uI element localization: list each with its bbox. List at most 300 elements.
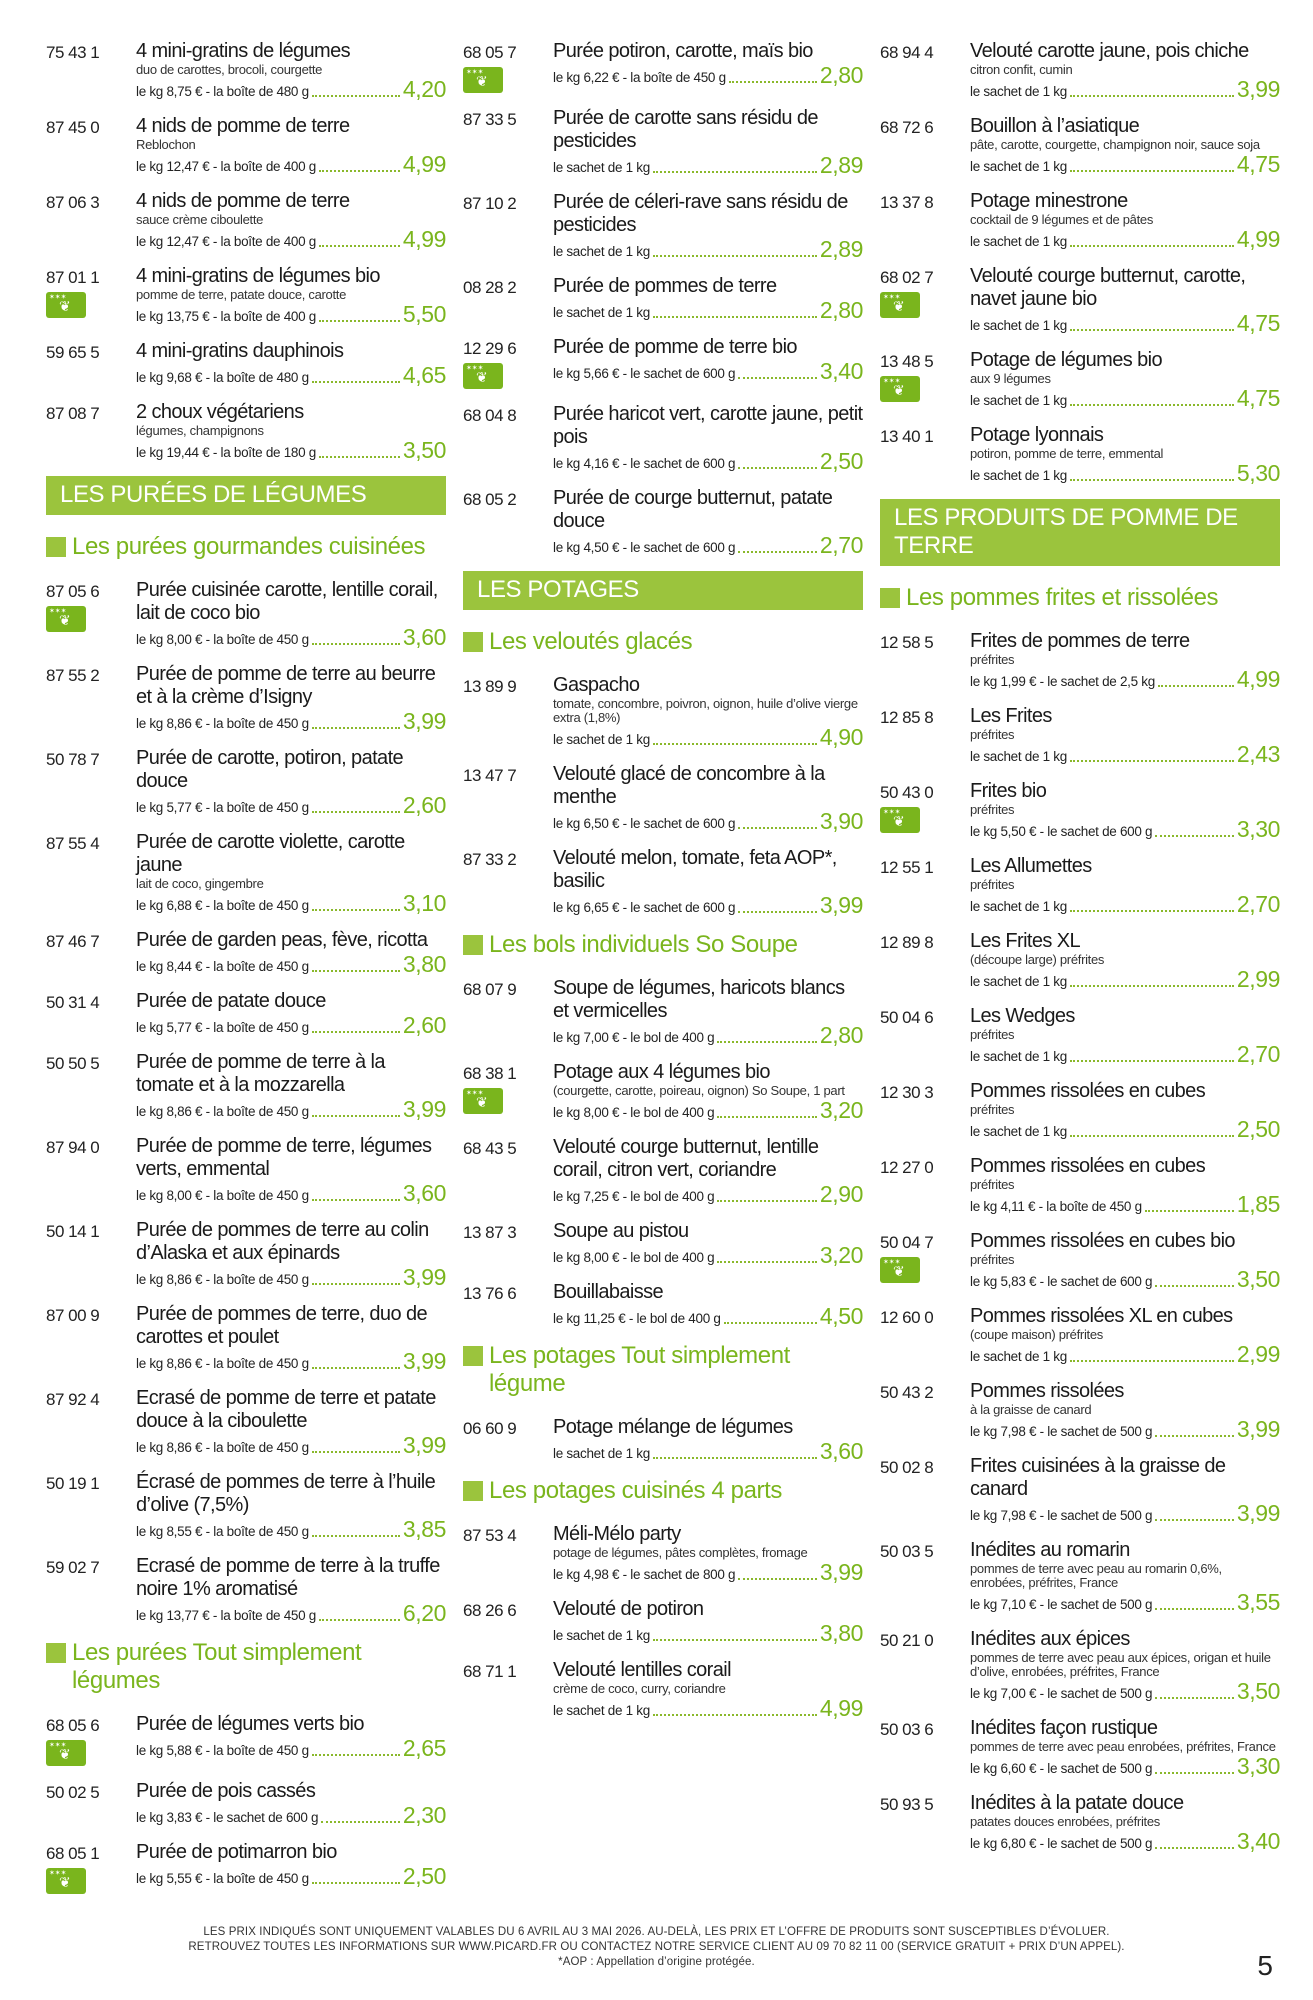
green-square-icon (46, 537, 66, 557)
product-item (463, 275, 863, 322)
unit-price: le sachet de 1 kg (970, 393, 1067, 408)
product-code-block (46, 1780, 136, 1827)
bio-label-icon (46, 1868, 86, 1894)
product-code: 68 05 6 (46, 1716, 100, 1735)
price-line (970, 152, 1280, 176)
dotted-leader (312, 1535, 400, 1537)
subsection-heading (463, 931, 863, 959)
unit-price: le kg 8,55 € - la boîte de 450 g (136, 1524, 309, 1539)
product-description: crème de coco, curry, coriandre (553, 1681, 726, 1696)
unit-price: le kg 5,55 € - la boîte de 450 g (136, 1871, 309, 1886)
product-price: 2,30 (402, 1802, 446, 1828)
product-description: pommes de terre avec peau enrobées, préfrites, France (970, 1739, 1276, 1754)
product-name: Frites bio (970, 780, 1047, 802)
product-code: 12 89 8 (880, 933, 934, 952)
product-description: potage de légumes, pâtes complètes, fromage (553, 1545, 808, 1560)
dotted-leader (1155, 1772, 1234, 1774)
product-code-block (46, 663, 136, 733)
dotted-leader (319, 320, 400, 322)
product-description: duo de carottes, brocoli, courgette (136, 62, 323, 77)
product-code: 68 26 6 (463, 1601, 517, 1620)
dotted-leader (738, 551, 817, 553)
product-description: préfrites (970, 1177, 1015, 1192)
product-code: 50 78 7 (46, 750, 100, 769)
product-name: Potage aux 4 légumes bio (553, 1061, 770, 1083)
dotted-leader (1070, 479, 1234, 481)
product-code: 12 27 0 (880, 1158, 934, 1177)
product-code: 13 76 6 (463, 1284, 517, 1303)
product-code-block (46, 40, 136, 101)
product-code-block (880, 1792, 970, 1853)
bio-label-icon (463, 67, 503, 93)
dotted-leader (717, 1116, 816, 1118)
price-line (970, 1679, 1280, 1703)
dotted-leader (1070, 170, 1234, 172)
unit-price: le sachet de 1 kg (553, 732, 650, 747)
product-description: lait de coco, gingembre (136, 876, 264, 891)
footer-contact-line: RETROUVEZ TOUTES LES INFORMATIONS SUR WWW.PICARD.FR OU CONTACTEZ NOTRE SERVICE CLIENT AU 09 70 82 11 00 (SERVICE GRATUIT + PRIX D’UN APPEL). (188, 1941, 1125, 1953)
product-code: 87 53 4 (463, 1526, 517, 1545)
dotted-leader (1070, 1060, 1234, 1062)
product-details (553, 1281, 863, 1328)
product-item (880, 1155, 1280, 1216)
price-line (553, 1098, 863, 1122)
product-name: Velouté courge butternut, lentille corail, citron vert, coriandre (553, 1136, 819, 1181)
product-item (880, 1005, 1280, 1066)
product-item (463, 1523, 863, 1584)
product-name: Velouté glacé de concombre à la menthe (553, 763, 825, 808)
product-price: 4,99 (1236, 666, 1280, 692)
unit-price: le kg 12,47 € - la boîte de 400 g (136, 234, 316, 249)
unit-price: le kg 6,50 € - le sachet de 600 g (553, 816, 736, 831)
product-code: 12 29 6 (463, 339, 517, 358)
product-price: 2,89 (819, 236, 863, 262)
product-code-block (880, 1155, 970, 1216)
unit-price: le sachet de 1 kg (970, 1049, 1067, 1064)
product-price: 2,60 (402, 792, 446, 818)
product-item (463, 847, 863, 917)
price-line (553, 1439, 863, 1463)
product-code: 12 30 3 (880, 1083, 934, 1102)
product-item (463, 107, 863, 177)
unit-price: le kg 3,83 € - le sachet de 600 g (136, 1810, 319, 1825)
product-code-block (463, 275, 553, 322)
product-price: 3,60 (402, 1180, 446, 1206)
product-name: Potage minestrone (970, 190, 1128, 212)
dotted-leader (653, 1457, 817, 1459)
product-details (136, 401, 446, 462)
product-name: Les Frites (970, 705, 1052, 727)
product-item (880, 1380, 1280, 1441)
product-code-block (46, 831, 136, 915)
product-details (136, 1841, 446, 1894)
product-price: 2,99 (1236, 966, 1280, 992)
product-item (463, 487, 863, 557)
unit-price: le kg 5,50 € - le sachet de 600 g (970, 824, 1153, 839)
product-description: (coupe maison) préfrites (970, 1327, 1103, 1342)
product-details (136, 40, 446, 101)
unit-price: le kg 5,83 € - le sachet de 600 g (970, 1274, 1153, 1289)
product-code: 50 50 5 (46, 1054, 100, 1073)
product-code: 13 37 8 (880, 193, 934, 212)
product-price: 4,75 (1236, 385, 1280, 411)
product-name: Les Frites XL (970, 930, 1081, 952)
dotted-leader (653, 1639, 817, 1641)
product-details (136, 990, 446, 1037)
dotted-leader (653, 743, 817, 745)
footer-validity-line: LES PRIX INDIQUÉS SONT UNIQUEMENT VALABLES DU 6 AVRIL AU 3 MAI 2026. AU-DELÀ, LES PRIX ET L’OFFRE DE PRODUITS SONT SUSCEPTIBLES D’ÉVOLUER. (203, 1926, 1110, 1938)
product-details (136, 1471, 446, 1541)
product-price: 3,99 (402, 1264, 446, 1290)
price-line (136, 302, 446, 326)
product-item (46, 1841, 446, 1894)
product-code: 50 21 0 (880, 1631, 934, 1650)
product-description: tomate, concombre, poivron, oignon, huile d’olive vierge extra (1,8%) (553, 696, 858, 725)
product-code-block (880, 1628, 970, 1703)
product-description: pommes de terre avec peau au romarin 0,6%, enrobées, préfrites, France (970, 1561, 1222, 1590)
product-item (463, 1220, 863, 1267)
product-details (553, 1061, 863, 1122)
dotted-leader (319, 245, 400, 247)
product-code: 68 72 6 (880, 118, 934, 137)
price-line (553, 1696, 863, 1720)
product-item (46, 929, 446, 976)
product-price: 3,99 (402, 1096, 446, 1122)
green-square-icon (463, 1346, 483, 1366)
product-code: 75 43 1 (46, 43, 100, 62)
subsection-heading-text: Les purées Tout simplement légumes (72, 1639, 362, 1694)
unit-price: le sachet de 1 kg (553, 160, 650, 175)
product-price: 3,60 (402, 624, 446, 650)
product-details (970, 265, 1280, 335)
product-code-block (463, 847, 553, 917)
dotted-leader (653, 1714, 817, 1716)
product-details (970, 930, 1280, 991)
price-line (136, 891, 446, 915)
product-details (136, 1219, 446, 1289)
unit-price: le kg 8,00 € - la boîte de 450 g (136, 632, 309, 647)
product-name: Purée de pommes de terre au colin d’Alaska et aux épinards (136, 1219, 429, 1264)
product-description: cocktail de 9 légumes et de pâtes (970, 212, 1154, 227)
price-line (970, 1590, 1280, 1614)
product-code: 87 05 6 (46, 582, 100, 601)
price-line (970, 1267, 1280, 1291)
unit-price: le kg 4,16 € - le sachet de 600 g (553, 456, 736, 471)
product-price: 2,89 (819, 152, 863, 178)
product-item (463, 674, 863, 749)
product-code-block (463, 1220, 553, 1267)
price-line (970, 1829, 1280, 1853)
product-code: 68 94 4 (880, 43, 934, 62)
product-details (553, 1220, 863, 1267)
product-item (46, 579, 446, 649)
product-price: 2,90 (819, 1181, 863, 1207)
dotted-leader (1145, 1210, 1234, 1212)
dotted-leader (312, 811, 400, 813)
product-price: 2,50 (819, 448, 863, 474)
product-code: 08 28 2 (463, 278, 517, 297)
product-item (880, 1792, 1280, 1853)
product-name: Purée de pomme de terre bio (553, 336, 797, 358)
unit-price: le sachet de 1 kg (553, 244, 650, 259)
product-code-block (46, 115, 136, 176)
product-details (136, 1713, 446, 1766)
price-line (553, 1304, 863, 1328)
dotted-leader (653, 171, 817, 173)
product-price: 4,99 (402, 226, 446, 252)
product-price: 5,50 (402, 301, 446, 327)
product-name: Purée de carotte violette, carotte jaune (136, 831, 405, 876)
product-details (136, 831, 446, 915)
product-code-block (46, 579, 136, 649)
product-name: Velouté courge butternut, carotte, navet jaune bio (970, 265, 1246, 310)
product-name: Purée de patate douce (136, 990, 326, 1012)
footer-aop-note: *AOP : Appellation d’origine protégée. (558, 1956, 755, 1968)
price-line (553, 63, 863, 87)
product-item (46, 265, 446, 326)
product-name: 4 mini-gratins de légumes bio (136, 265, 380, 287)
product-item (463, 403, 863, 473)
unit-price: le kg 8,75 € - la boîte de 480 g (136, 84, 309, 99)
product-item (463, 977, 863, 1047)
product-code-block (46, 190, 136, 251)
subsection-heading (46, 1639, 446, 1695)
product-price: 4,75 (1236, 310, 1280, 336)
product-name: Inédites à la patate douce (970, 1792, 1184, 1814)
product-price: 3,30 (1236, 1753, 1280, 1779)
product-details (136, 579, 446, 649)
product-item (463, 40, 863, 93)
unit-price: le kg 7,10 € - le sachet de 500 g (970, 1597, 1153, 1612)
unit-price: le kg 8,00 € - le bol de 400 g (553, 1105, 715, 1120)
subsection-heading (46, 533, 446, 561)
product-description: légumes, champignons (136, 423, 264, 438)
product-name: Purée de pommes de terre (553, 275, 777, 297)
product-description: préfrites (970, 1252, 1015, 1267)
unit-price: le kg 6,60 € - le sachet de 500 g (970, 1761, 1153, 1776)
product-code-block (880, 190, 970, 251)
bio-label-icon (880, 376, 920, 402)
product-code-block (880, 705, 970, 766)
product-name: Potage mélange de légumes (553, 1416, 793, 1438)
product-code: 12 85 8 (880, 708, 934, 727)
product-item (880, 1628, 1280, 1703)
product-price: 3,99 (819, 1559, 863, 1585)
price-line (970, 817, 1280, 841)
product-price: 3,99 (402, 1348, 446, 1374)
dotted-leader (738, 467, 817, 469)
product-name: Pommes rissolées en cubes (970, 1155, 1206, 1177)
product-code-block (46, 747, 136, 817)
unit-price: le kg 4,11 € - la boîte de 450 g (970, 1199, 1142, 1214)
product-name: Purée de légumes verts bio (136, 1713, 364, 1735)
price-line (553, 893, 863, 917)
product-code-block (46, 1841, 136, 1894)
product-item (46, 1713, 446, 1766)
price-line (970, 311, 1280, 335)
product-description: préfrites (970, 652, 1015, 667)
unit-price: le sachet de 1 kg (970, 468, 1067, 483)
price-line (136, 1349, 446, 1373)
unit-price: le sachet de 1 kg (553, 1628, 650, 1643)
product-code: 50 02 5 (46, 1783, 100, 1802)
product-name: Velouté lentilles corail (553, 1659, 731, 1681)
dotted-leader (312, 1115, 400, 1117)
unit-price: le kg 7,98 € - le sachet de 500 g (970, 1508, 1153, 1523)
price-line (553, 1023, 863, 1047)
product-details (136, 1780, 446, 1827)
product-item (880, 1717, 1280, 1778)
unit-price: le kg 8,86 € - la boîte de 450 g (136, 1440, 309, 1455)
product-item (463, 1659, 863, 1720)
unit-price: le sachet de 1 kg (970, 1349, 1067, 1364)
product-code-block (46, 1303, 136, 1373)
price-line (136, 1864, 446, 1888)
product-name: 4 mini-gratins de légumes (136, 40, 350, 62)
product-price: 2,80 (819, 297, 863, 323)
product-name: Soupe de légumes, haricots blancs et vermicelles (553, 977, 845, 1022)
price-line (136, 1601, 446, 1625)
product-description: citron confit, cumin (970, 62, 1073, 77)
product-code-block (46, 401, 136, 462)
product-item (463, 1416, 863, 1463)
product-name: Frites cuisinées à la graisse de canard (970, 1455, 1226, 1500)
product-code: 50 43 0 (880, 783, 934, 802)
product-price: 3,90 (819, 808, 863, 834)
unit-price: le sachet de 1 kg (970, 318, 1067, 333)
product-details (553, 1659, 863, 1720)
product-name: Inédites aux épices (970, 1628, 1130, 1650)
product-details (553, 674, 863, 749)
product-details (136, 190, 446, 251)
product-code-block (46, 1219, 136, 1289)
product-code: 68 38 1 (463, 1064, 517, 1083)
product-name: Pommes rissolées en cubes (970, 1080, 1206, 1102)
product-price: 3,99 (1236, 76, 1280, 102)
product-name: Velouté carotte jaune, pois chiche (970, 40, 1249, 62)
product-description: aux 9 légumes (970, 371, 1051, 386)
price-line (136, 1097, 446, 1121)
product-code: 50 04 7 (880, 1233, 934, 1252)
column-3 (880, 40, 1280, 1867)
product-code-block (463, 403, 553, 473)
product-details (136, 340, 446, 387)
product-price: 3,55 (1236, 1589, 1280, 1615)
dotted-leader (1070, 1135, 1234, 1137)
product-code: 50 04 6 (880, 1008, 934, 1027)
price-line (553, 153, 863, 177)
product-name: Purée potiron, carotte, maïs bio (553, 40, 813, 62)
product-name: Soupe au pistou (553, 1220, 689, 1242)
dotted-leader (312, 727, 400, 729)
price-line (136, 438, 446, 462)
product-price: 2,60 (402, 1012, 446, 1038)
section-banner: LES POTAGES (463, 571, 863, 610)
product-name: Écrasé de pommes de terre à l’huile d’olive (7,5%) (136, 1471, 436, 1516)
product-code-block (463, 107, 553, 177)
product-code: 13 87 3 (463, 1223, 517, 1242)
product-price: 3,30 (1236, 816, 1280, 842)
unit-price: le sachet de 1 kg (970, 84, 1067, 99)
subsection-heading (463, 628, 863, 656)
product-code: 87 55 4 (46, 834, 100, 853)
product-details (553, 191, 863, 261)
product-item (880, 780, 1280, 841)
product-description: préfrites (970, 727, 1015, 742)
product-details (970, 1539, 1280, 1614)
dotted-leader (717, 1200, 816, 1202)
product-details (970, 1628, 1280, 1703)
bio-label-icon (46, 292, 86, 318)
product-item (880, 424, 1280, 485)
product-item (46, 340, 446, 387)
product-description: préfrites (970, 1102, 1015, 1117)
product-name: Purée haricot vert, carotte jaune, petit pois (553, 403, 863, 448)
dotted-leader (1070, 985, 1234, 987)
product-code: 68 05 2 (463, 490, 517, 509)
product-code: 68 05 1 (46, 1844, 100, 1863)
product-price: 3,80 (402, 951, 446, 977)
unit-price: le sachet de 1 kg (970, 234, 1067, 249)
subsection-heading-text: Les veloutés glacés (489, 628, 693, 655)
product-code-block (463, 487, 553, 557)
product-item (46, 663, 446, 733)
product-details (136, 1387, 446, 1457)
product-price: 4,99 (819, 1695, 863, 1721)
product-item (880, 1539, 1280, 1614)
product-code-block (46, 1471, 136, 1541)
product-code: 12 58 5 (880, 633, 934, 652)
price-line (553, 1560, 863, 1584)
product-code-block (880, 1080, 970, 1141)
product-name: 4 nids de pomme de terre (136, 190, 350, 212)
product-code-block (46, 990, 136, 1037)
product-details (970, 1717, 1280, 1778)
product-name: Ecrasé de pomme de terre à la truffe noire 1% aromatisé (136, 1555, 440, 1600)
product-item (880, 930, 1280, 991)
product-code-block (880, 349, 970, 410)
price-line (553, 533, 863, 557)
dotted-leader (312, 1283, 400, 1285)
product-name: 4 nids de pomme de terre (136, 115, 350, 137)
price-line (136, 227, 446, 251)
unit-price: le kg 6,88 € - la boîte de 450 g (136, 898, 309, 913)
product-code-block (880, 1305, 970, 1366)
product-details (553, 403, 863, 473)
subsection-heading (463, 1342, 863, 1398)
product-details (970, 115, 1280, 176)
product-price: 3,99 (402, 708, 446, 734)
product-name: Potage lyonnais (970, 424, 1104, 446)
price-line (970, 892, 1280, 916)
product-code-block (463, 1659, 553, 1720)
bio-label-icon (463, 1088, 503, 1114)
product-price: 1,85 (1236, 1191, 1280, 1217)
dotted-leader (1155, 1608, 1234, 1610)
price-line (970, 1417, 1280, 1441)
price-line (970, 967, 1280, 991)
product-details (970, 190, 1280, 251)
product-name: Les Wedges (970, 1005, 1075, 1027)
dotted-leader (312, 909, 400, 911)
product-code: 68 71 1 (463, 1662, 517, 1681)
product-name: Purée de carotte sans résidu de pesticides (553, 107, 818, 152)
bio-label-icon (880, 292, 920, 318)
unit-price: le kg 1,99 € - le sachet de 2,5 kg (970, 674, 1155, 689)
product-name: Méli-Mélo party (553, 1523, 681, 1545)
product-item (46, 1219, 446, 1289)
product-code-block (46, 1387, 136, 1457)
